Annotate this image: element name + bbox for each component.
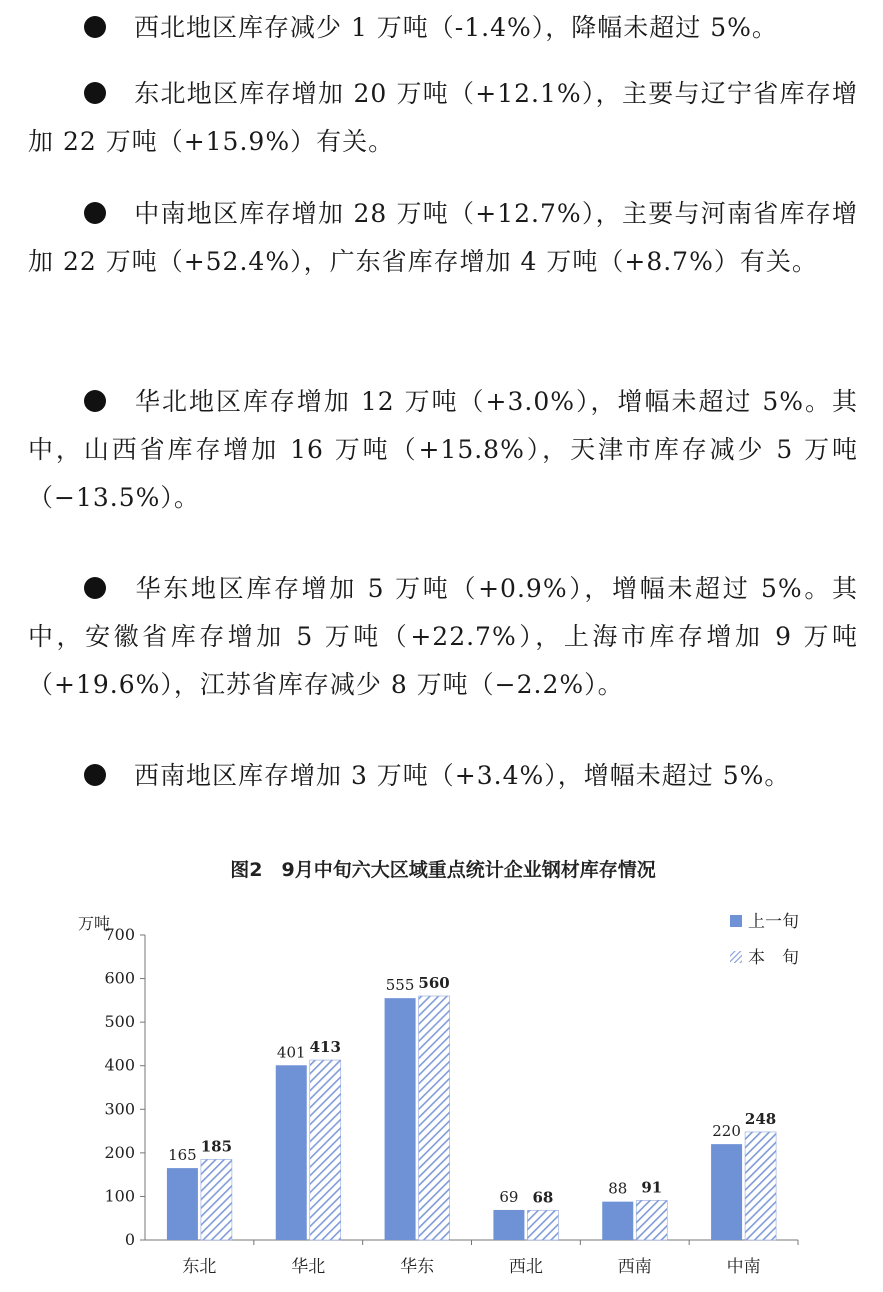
bar-previous-西北	[493, 1210, 524, 1240]
y-axis-unit-label: 万吨	[78, 914, 111, 933]
bullet-icon	[84, 764, 106, 786]
paragraph-northwest	[28, 4, 858, 52]
bar-previous-华北	[276, 1065, 307, 1240]
paragraph-east	[28, 565, 858, 709]
data-label: 185	[200, 1137, 233, 1156]
paragraph-text: 西南地区库存增加 3 万吨（+3.4%），增幅未超过 5%。	[134, 761, 791, 790]
paragraph-text: 西北地区库存减少 1 万吨（-1.4%），降幅未超过 5%。	[134, 13, 778, 42]
y-tick-label: 700	[104, 925, 135, 944]
bullet-icon	[84, 16, 106, 38]
legend-label-previous: 上一旬	[748, 912, 799, 932]
legend-swatch-current	[730, 951, 742, 963]
data-label: 88	[608, 1179, 628, 1198]
bullet-icon	[84, 82, 106, 104]
bar-previous-中南	[711, 1144, 742, 1240]
paragraph-text: 中南地区库存增加 28 万吨（+12.7%），主要与河南省库存增加 22 万吨（+52.4%），广东省库存增加 4 万吨（+8.7%）有关。	[28, 199, 858, 276]
paragraph-northeast	[28, 70, 858, 166]
data-label: 68	[532, 1188, 554, 1207]
y-tick-label: 600	[104, 968, 135, 988]
x-tick-label: 华东	[400, 1257, 435, 1277]
bullet-icon	[84, 202, 106, 224]
y-tick-label: 200	[104, 1142, 135, 1162]
y-tick-label: 300	[104, 1099, 135, 1119]
x-tick-label: 东北	[182, 1257, 217, 1277]
chart-title: 图2 9月中旬六大区域重点统计企业钢材库存情况	[230, 859, 656, 881]
bar-current-中南	[745, 1132, 776, 1240]
bar-current-西南	[636, 1200, 667, 1240]
chart-svg	[30, 835, 856, 1285]
paragraph-text: 华东地区库存增加 5 万吨（+0.9%），增幅未超过 5%。其中，安徽省库存增加 5 万吨（+22.7%），上海市库存增加 9 万吨（+19.6%），江苏省库存减少 8 万吨（−2.2%）。	[28, 574, 858, 699]
bar-previous-西南	[602, 1202, 633, 1240]
bar-current-西北	[527, 1210, 558, 1240]
paragraph-central-south	[28, 190, 858, 286]
paragraph-north	[28, 378, 858, 522]
data-label: 69	[499, 1187, 519, 1206]
data-label: 401	[276, 1043, 306, 1062]
bar-current-华北	[310, 1060, 341, 1240]
data-label: 220	[712, 1122, 741, 1141]
bullet-icon	[84, 577, 106, 599]
data-label: 555	[385, 976, 415, 995]
data-label: 248	[744, 1109, 777, 1128]
x-tick-label: 中南	[726, 1257, 761, 1277]
y-tick-label: 400	[104, 1055, 135, 1075]
y-tick-label: 0	[124, 1230, 135, 1249]
bar-current-东北	[201, 1159, 232, 1240]
paragraph-southwest	[28, 752, 858, 800]
bullet-icon	[84, 390, 106, 412]
x-tick-label: 西南	[617, 1257, 652, 1277]
legend-label-current: 本 旬	[748, 948, 799, 968]
x-tick-label: 华北	[291, 1257, 326, 1277]
inventory-chart	[30, 835, 856, 1285]
bar-previous-东北	[167, 1168, 198, 1240]
data-label: 91	[641, 1178, 663, 1197]
bar-current-华东	[419, 996, 450, 1240]
y-tick-label: 100	[104, 1186, 135, 1206]
bar-previous-华东	[385, 998, 416, 1240]
paragraph-text: 东北地区库存增加 20 万吨（+12.1%），主要与辽宁省库存增加 22 万吨（+15.9%）有关。	[28, 79, 858, 156]
data-label: 560	[418, 974, 450, 992]
y-tick-label: 500	[104, 1012, 135, 1032]
x-tick-label: 西北	[508, 1257, 543, 1277]
legend-swatch-previous	[730, 915, 742, 927]
paragraph-text: 华北地区库存增加 12 万吨（+3.0%），增幅未超过 5%。其中，山西省库存增加 16 万吨（+15.8%），天津市库存减少 5 万吨（−13.5%）。	[28, 387, 858, 512]
data-label: 413	[309, 1038, 341, 1057]
data-label: 165	[168, 1146, 197, 1165]
